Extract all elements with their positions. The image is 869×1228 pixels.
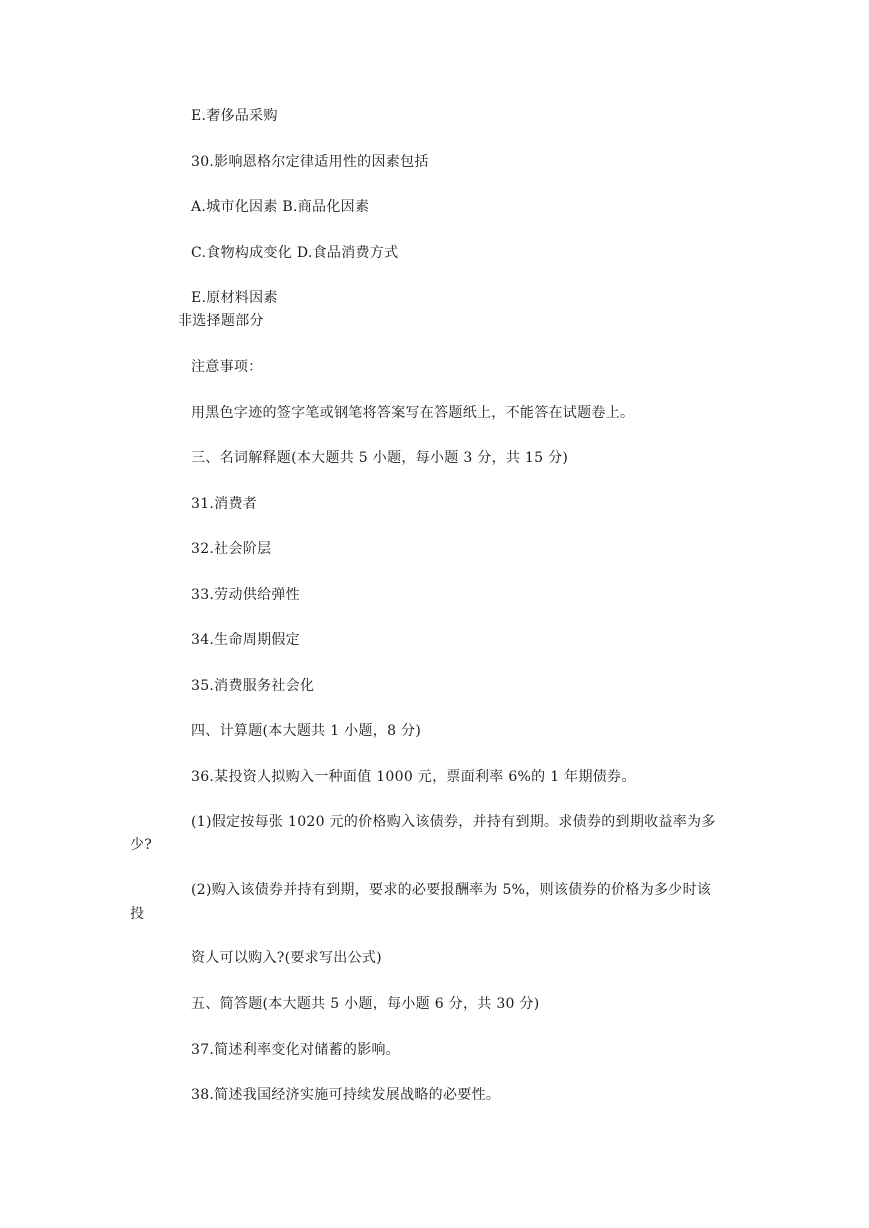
part-title: 非选择题部分 (178, 313, 264, 329)
section-3-heading: 三、名词解释题(本大题共 5 小题，每小题 3 分，共 15 分) (191, 450, 569, 466)
section-5-heading: 五、简答题(本大题共 5 小题，每小题 6 分，共 30 分) (191, 996, 540, 1012)
question-36: 36.某投资人拟购入一种面值 1000 元，票面利率 6%的 1 年期债券。 (191, 769, 636, 785)
question-30-options-ab: A.城市化因素 B.商品化因素 (191, 199, 370, 215)
question-30-option-e: E.原材料因素 (191, 290, 278, 306)
question-36-part-1: (1)假定按每张 1020 元的价格购入该债券，并持有到期。求债券的到期收益率为多 (191, 814, 716, 830)
question-30-options-cd: C.食物构成变化 D.食品消费方式 (191, 245, 399, 261)
question-34: 34.生命周期假定 (191, 632, 300, 648)
question-35: 35.消费服务社会化 (191, 678, 315, 694)
notice-title: 注意事项： (191, 359, 263, 375)
option-e-luxury: E.奢侈品采购 (191, 108, 278, 124)
question-32: 32.社会阶层 (191, 541, 272, 557)
question-36-part-2-cont: 投 (130, 906, 145, 922)
question-36-part-1-cont: 少? (130, 837, 153, 853)
notice-text: 用黑色字迹的签字笔或钢笔将答案写在答题纸上，不能答在试题卷上。 (191, 405, 635, 421)
question-33: 33.劳动供给弹性 (191, 587, 300, 603)
section-4-heading: 四、计算题(本大题共 1 小题，8 分) (191, 723, 422, 739)
question-37: 37.简述利率变化对储蓄的影响。 (191, 1042, 401, 1058)
question-36-part-2: (2)购入该债券并持有到期，要求的必要报酬率为 5%，则该债券的价格为多少时该 (191, 882, 712, 898)
question-36-part-2-end: 资人可以购入?(要求写出公式) (191, 950, 382, 966)
question-31: 31.消费者 (191, 496, 258, 512)
question-38: 38.简述我国经济实施可持续发展战略的必要性。 (191, 1087, 501, 1103)
question-30: 30.影响恩格尔定律适用性的因素包括 (191, 154, 429, 170)
